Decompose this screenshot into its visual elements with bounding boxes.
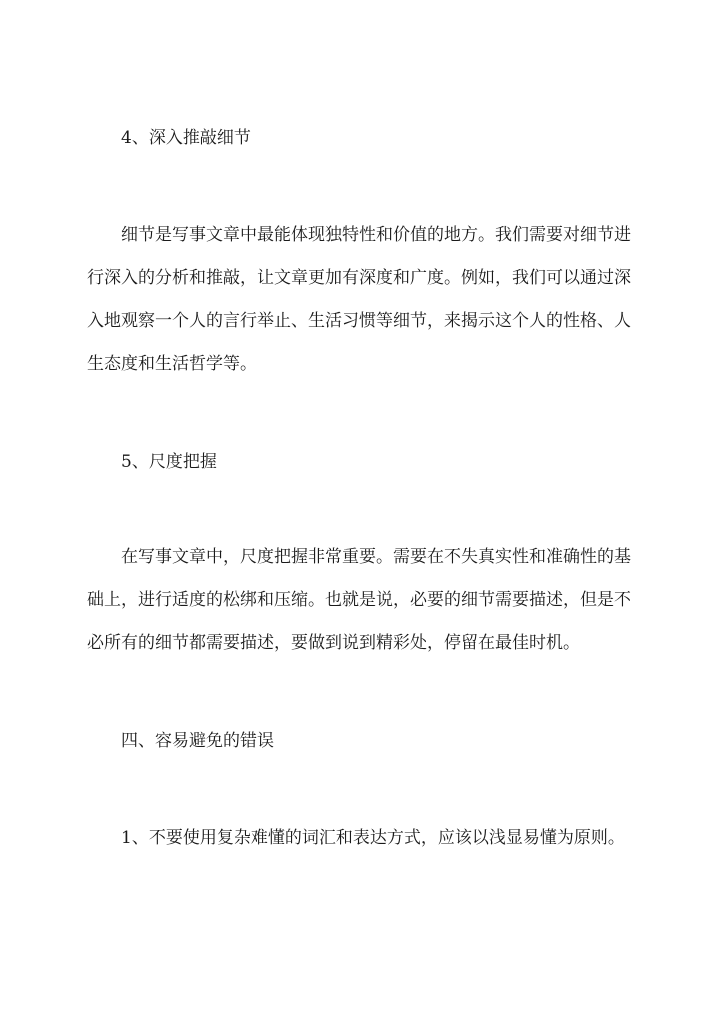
section-heading: 5、尺度把握 — [121, 452, 217, 472]
paragraph-line: 入地观察一个人的言行举止、生活习惯等细节，来揭示这个人的性格、人 — [87, 311, 631, 331]
paragraph-line: 细节是写事文章中最能体现独特性和价值的地方。我们需要对细节进 — [121, 225, 631, 245]
section-heading: 4、深入推敲细节 — [121, 128, 251, 148]
paragraph-line: 础上，进行适度的松绑和压缩。也就是说，必要的细节需要描述，但是不 — [87, 590, 631, 610]
paragraph-line: 行深入的分析和推敲，让文章更加有深度和广度。例如，我们可以通过深 — [87, 268, 631, 288]
paragraph-line: 在写事文章中，尺度把握非常重要。需要在不失真实性和准确性的基 — [121, 547, 631, 567]
paragraph-line: 生态度和生活哲学等。 — [87, 354, 257, 374]
section-heading: 四、容易避免的错误 — [121, 731, 274, 751]
paragraph-line: 1、不要使用复杂难懂的词汇和表达方式，应该以浅显易懂为原则。 — [121, 828, 625, 848]
paragraph-line: 必所有的细节都需要描述，要做到说到精彩处，停留在最佳时机。 — [87, 633, 580, 653]
